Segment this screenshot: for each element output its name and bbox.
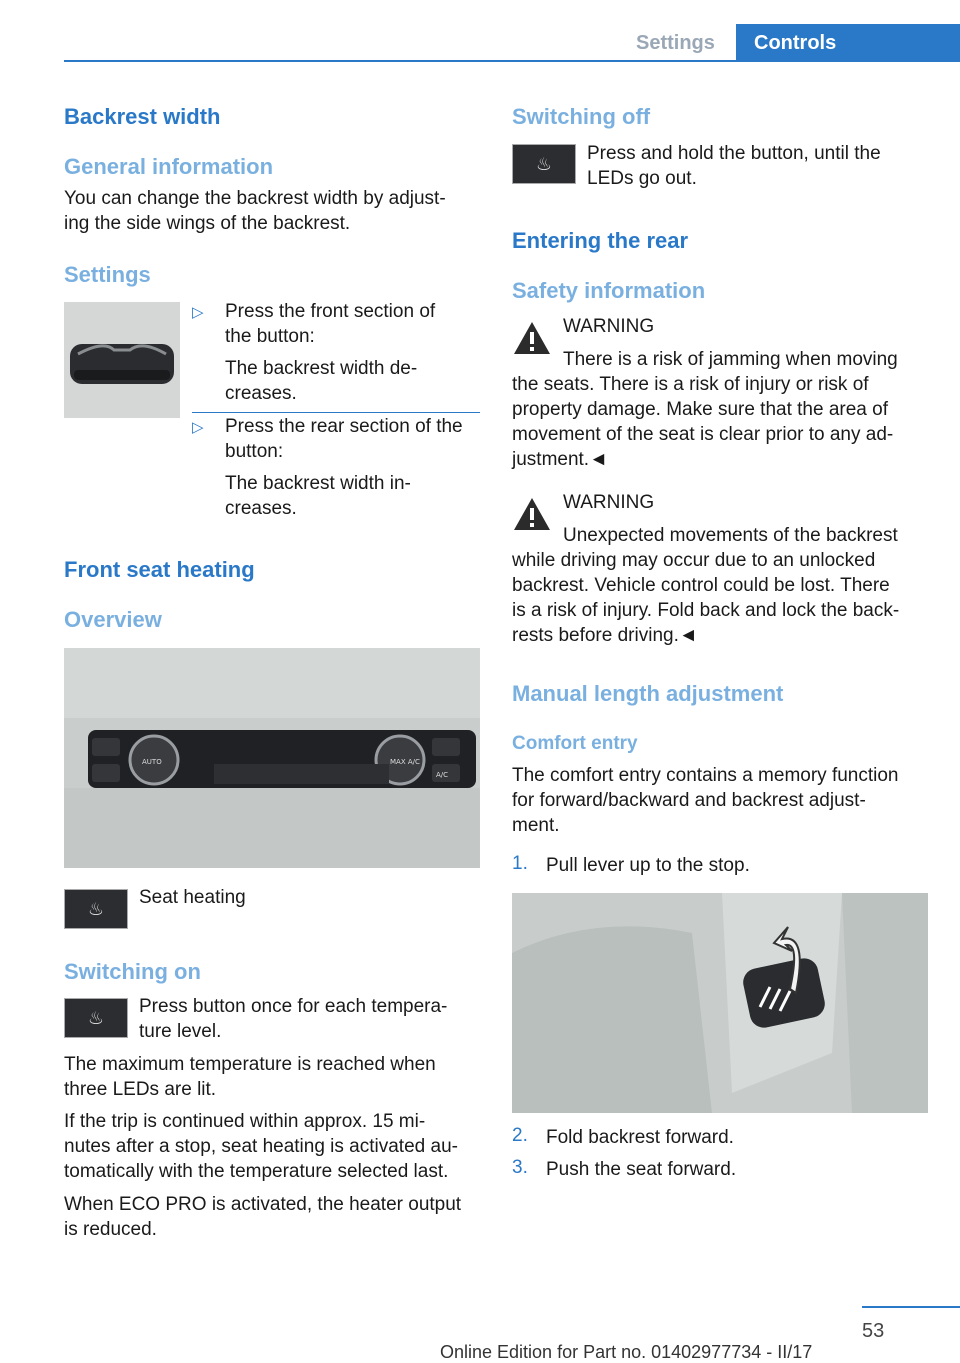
warning-2-line-4: is a risk of injury. Fold back and lock the back‐ (512, 600, 900, 621)
comfort-entry-heading: Comfort entry (512, 733, 638, 754)
general-info-line-2: ing the side wings of the backrest. (64, 213, 351, 234)
manual-length-heading: Manual length adjustment (512, 681, 784, 706)
page-number: 53 (862, 1320, 885, 1342)
warning-2-line-5: rests before driving.◄ (512, 625, 698, 646)
step-1-number: 1. (512, 853, 528, 874)
trip-line-3: tomatically with the temperature selected last. (64, 1161, 449, 1182)
bullet-triangle-2: ▷ (192, 419, 204, 436)
warning-1-line-3: property damage. Make sure that the area of (512, 399, 888, 420)
comfort-line-1: The comfort entry contains a memory function (512, 765, 899, 786)
switching-on-heading: Switching on (64, 959, 201, 984)
seat-heating-icon: ♨ (535, 153, 553, 174)
climate-control-panel-image (64, 648, 480, 868)
panel-ac-label: A/C (436, 771, 449, 779)
bullet-divider (192, 412, 480, 413)
safety-info-heading: Safety information (512, 278, 706, 303)
climate-panel-drawing (64, 648, 480, 868)
step-2-number: 2. (512, 1125, 528, 1146)
trip-line-2: nutes after a stop, seat heating is activated au‐ (64, 1136, 458, 1157)
header-rule (64, 60, 960, 62)
step-3-text: Push the seat forward. (546, 1159, 737, 1180)
warning-2-line-1: Unexpected movements of the backrest (563, 525, 898, 546)
panel-maxac-label: MAX A/C (390, 758, 420, 766)
warning-1-line-4: movement of the seat is clear prior to any ad‐ (512, 424, 894, 445)
bullet-triangle-1: ▷ (192, 304, 204, 321)
warning-2-label: WARNING (563, 492, 655, 513)
max-temp-line-2: three LEDs are lit. (64, 1079, 217, 1100)
seat-heating-button-image-2 (64, 998, 128, 1038)
warning-1-label: WARNING (563, 316, 655, 337)
switch-on-line-2: ture level. (139, 1021, 222, 1042)
eco-line-2: is reduced. (64, 1219, 157, 1240)
bullet-1-line-2: the button: (225, 326, 315, 347)
switch-on-line-1: Press button once for each tempera‐ (139, 996, 448, 1017)
switch-off-line-1: Press and hold the button, until the (587, 143, 881, 164)
edition-footer: Online Edition for Part no. 01402977734 - II/17 (440, 1342, 813, 1362)
bullet-2-sub-line-1: The backrest width in‐ (225, 473, 411, 494)
overview-heading: Overview (64, 607, 162, 632)
front-seat-heating-heading: Front seat heating (64, 557, 255, 582)
bullet-1-line-1: Press the front section of (225, 301, 436, 322)
general-info-heading: General information (64, 154, 274, 179)
eco-line-1: When ECO PRO is activated, the heater output (64, 1194, 462, 1215)
panel-auto-label: AUTO (142, 758, 162, 766)
switch-off-line-2: LEDs go out. (587, 168, 697, 189)
warning-1-line-2: the seats. There is a risk of injury or risk of (512, 374, 869, 395)
entering-rear-heading: Entering the rear (512, 228, 689, 253)
bullet-1-sub-line-2: creases. (225, 383, 297, 404)
comfort-line-3: ment. (512, 815, 560, 836)
warning-icon (512, 318, 552, 358)
switching-off-heading: Switching off (512, 104, 651, 129)
bullet-2-line-1: Press the rear section of the (225, 416, 463, 437)
step-2-text: Fold backrest forward. (546, 1127, 734, 1148)
warning-2-line-2: while driving may occur due to an unlocked (512, 550, 876, 571)
bullet-2-line-2: button: (225, 441, 284, 462)
header-section: Settings (636, 32, 715, 54)
seat-heating-label: Seat heating (139, 887, 246, 908)
backrest-button-image (64, 302, 180, 418)
trip-line-1: If the trip is continued within approx. 15 mi‐ (64, 1111, 426, 1132)
step-3-number: 3. (512, 1157, 528, 1178)
header-chapter-tab: Controls (736, 24, 960, 62)
warning-1-line-5: justment.◄ (512, 449, 608, 470)
warning-icon (512, 494, 552, 534)
seat-heating-icon: ♨ (87, 1007, 105, 1028)
seat-heating-button-image-3 (512, 144, 576, 184)
bullet-1-sub-line-1: The backrest width de‐ (225, 358, 418, 379)
seat-lever-image (512, 893, 928, 1113)
bullet-2-sub-line-2: creases. (225, 498, 297, 519)
step-1-text: Pull lever up to the stop. (546, 855, 750, 876)
seat-heating-button-image (64, 889, 128, 929)
footer-rule (862, 1306, 960, 1308)
max-temp-line-1: The maximum temperature is reached when (64, 1054, 436, 1075)
warning-2-line-3: backrest. Vehicle control could be lost. There (512, 575, 890, 596)
seat-heating-icon: ♨ (87, 898, 105, 919)
backrest-width-button-icon (64, 302, 180, 418)
general-info-line-1: You can change the backrest width by adjust‐ (64, 188, 446, 209)
warning-1-line-1: There is a risk of jamming when moving (563, 349, 898, 370)
settings-heading: Settings (64, 262, 151, 287)
seat-lever-drawing (512, 893, 928, 1113)
backrest-width-heading: Backrest width (64, 104, 221, 129)
comfort-line-2: for forward/backward and backrest adjust‐ (512, 790, 866, 811)
